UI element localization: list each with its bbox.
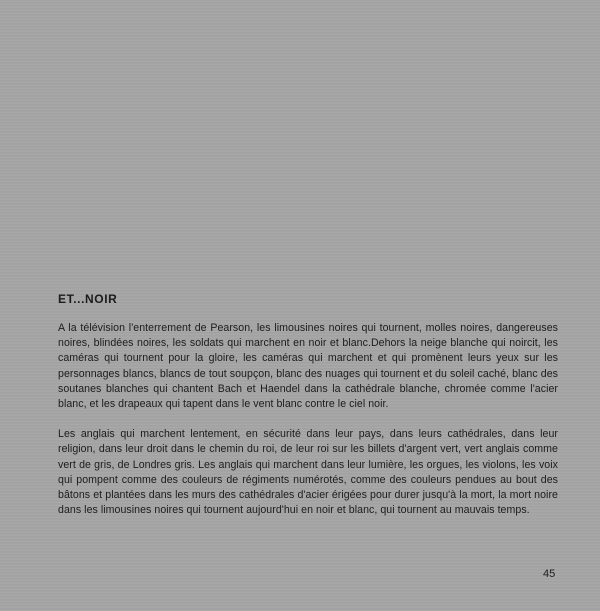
paragraph-2: Les anglais qui marchent lentement, en sécurité dans leur pays, dans leurs cathédrales, dans leur religion, dans leur droit dans le chemin du roi, de leur roi sur les billets d'argent vert, vert anglais comme vert de gris, de Londres gris. Les anglais qui marchent dans leur lumière, les orgues, les violons, les voix qui pompent comme des couleurs de régiments numérotés, comme des couleurs pendues au bout des bâtons et plantées dans les murs des cathédrales d'acier érigées pour durer jusqu'à la mort, la mort noire dans les limousines noires qui tournent aujourd'hui en noir et blanc, qui tournent au mauvais temps. <box>58 428 558 517</box>
text-block <box>58 292 558 533</box>
paragraph-1: A la télévision l'enterrement de Pearson, les limousines noires qui tournent, molles noires, dangereuses noires, blindées noires, les soldats qui marchent en noir et blanc.Dehors la neige blanche qui noircit, les caméras qui tournent pour la gloire, les caméras qui marchent et qui promènent leurs yeux sur les personnages blancs, blancs de tout soupçon, blanc des nuages qui tournent et du soleil caché, blanc des soutanes blanches qui chantent Bach et Haendel dans la cathédrale blanche, chromée comme l'acier blanc, et les drapeaux qui tapent dans le vent blanc contre le ciel noir. <box>58 322 558 411</box>
page-number: 45 <box>543 568 556 580</box>
section-title: ET...NOIR <box>58 292 118 306</box>
